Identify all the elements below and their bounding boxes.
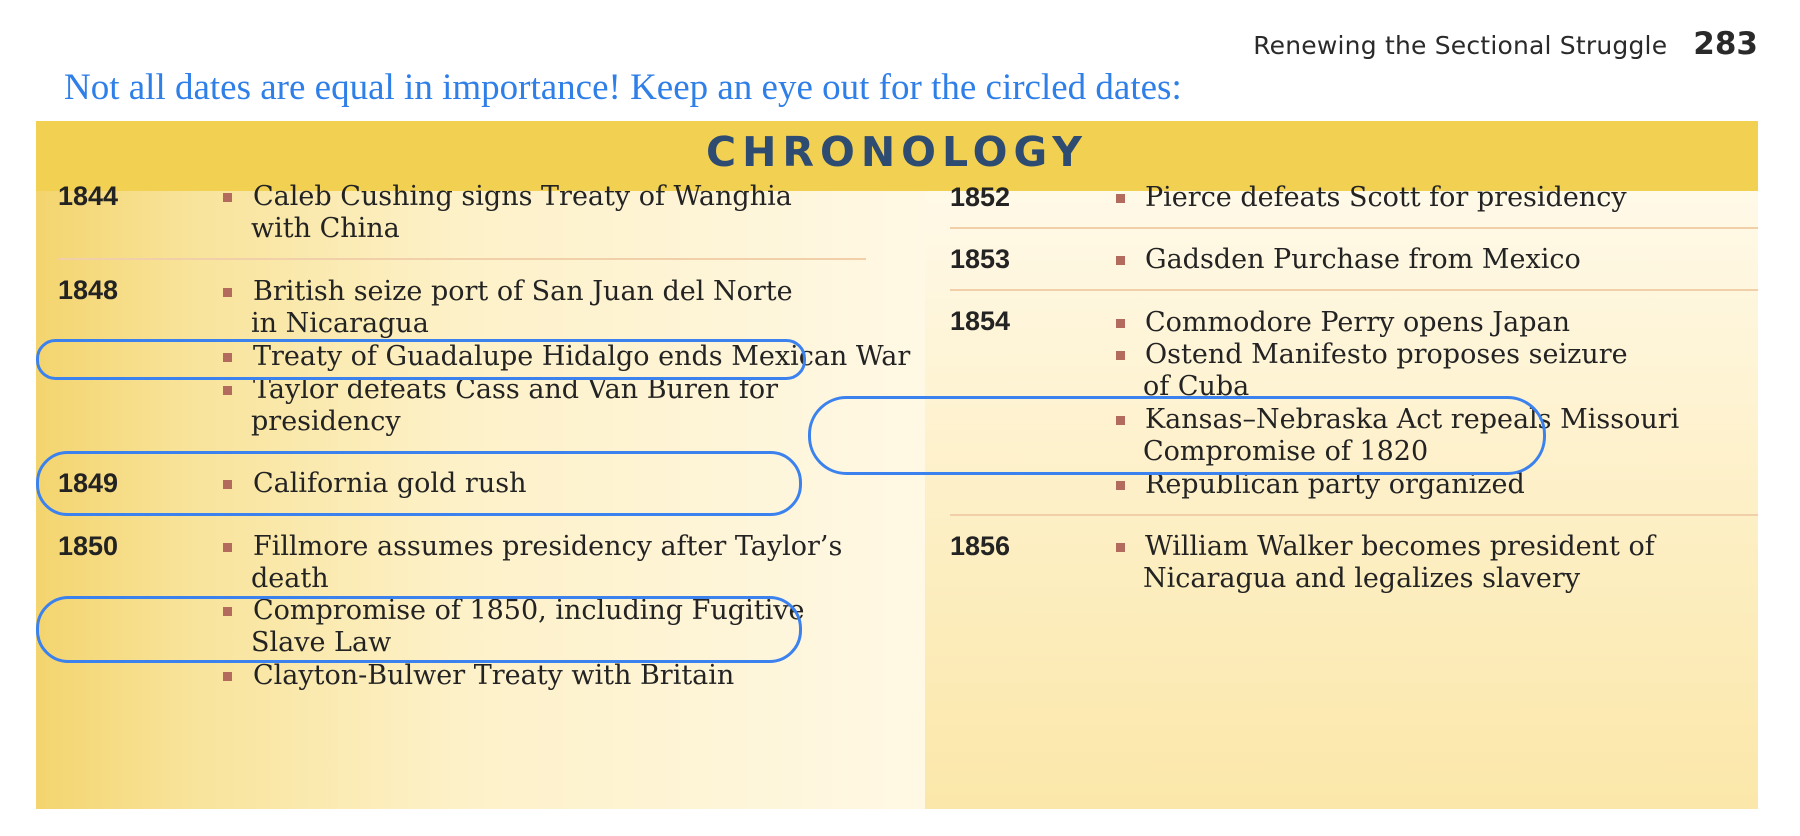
entry-divider [58, 258, 866, 260]
circled-event-text: Treaty of Guadalupe Hidalgo ends Mexican War [253, 341, 911, 372]
event-text: Ostend Manifesto proposes seizure [1145, 339, 1628, 370]
circled-event-text: Slave Law [251, 627, 392, 658]
year-label: 1852 [950, 182, 1011, 212]
year-label: 1853 [950, 244, 1011, 274]
page-number: 283 [1693, 26, 1758, 62]
event-text: Gadsden Purchase from Mexico [1145, 244, 1581, 275]
bullet-icon [223, 386, 232, 395]
circled-event-text: Kansas–Nebraska Act repeals Missouri [1145, 404, 1680, 435]
bullet-icon [1116, 351, 1125, 360]
highlight-circle [808, 396, 1546, 475]
bullet-icon [1116, 256, 1125, 265]
entry-divider [950, 514, 1758, 516]
event-text: in Nicaragua [251, 308, 429, 339]
entry-divider [950, 227, 1758, 229]
event-text: Clayton-Bulwer Treaty with Britain [253, 660, 735, 691]
bullet-icon [223, 543, 232, 552]
circled-event-text: California gold rush [253, 468, 527, 499]
event-text: Pierce defeats Scott for presidency [1145, 182, 1627, 213]
running-header [1253, 26, 1758, 62]
event-text: Fillmore assumes presidency after Taylor’s [253, 531, 843, 562]
bullet-icon [223, 288, 232, 297]
event-text: death [251, 563, 329, 594]
year-label: 1849 [58, 468, 119, 498]
event-text: William Walker becomes president of [1145, 531, 1655, 562]
year-label: 1848 [58, 275, 119, 305]
event-text: Nicaragua and legalizes slavery [1143, 563, 1581, 594]
highlight-circle [36, 451, 802, 516]
event-text: Taylor defeats Cass and Van Buren for [253, 374, 778, 405]
year-label: 1850 [58, 531, 119, 561]
highlight-circle [36, 339, 806, 380]
year-label: 1856 [950, 531, 1011, 561]
bullet-icon [223, 672, 232, 681]
year-label: 1854 [950, 306, 1011, 336]
event-text: with China [251, 213, 400, 244]
event-text: of Cuba [1143, 371, 1250, 402]
bullet-icon [1116, 194, 1125, 203]
year-label: 1844 [58, 181, 119, 211]
right-column [925, 182, 1758, 809]
bullet-icon [1116, 319, 1125, 328]
bullet-icon [1116, 481, 1125, 490]
event-text: Caleb Cushing signs Treaty of Wanghia [253, 181, 792, 212]
event-text: Commodore Perry opens Japan [1145, 307, 1570, 338]
circled-event-text: Compromise of 1850, including Fugitive [253, 595, 805, 626]
chronology-heading: CHRONOLOGY [706, 128, 1088, 176]
entry-divider [950, 289, 1758, 291]
highlight-circle [36, 596, 802, 663]
event-text: British seize port of San Juan del Norte [253, 276, 793, 307]
chronology-panel [36, 121, 1758, 809]
bullet-icon [1116, 543, 1125, 552]
circled-event-text: Compromise of 1820 [1143, 436, 1429, 467]
bullet-icon [223, 193, 232, 202]
chapter-title: Renewing the Sectional Struggle [1253, 31, 1668, 60]
annotation-note: Not all dates are equal in importance! Keep an eye out for the circled dates: [64, 67, 1182, 108]
event-text: presidency [251, 406, 401, 437]
event-text: Republican party organized [1145, 469, 1525, 500]
